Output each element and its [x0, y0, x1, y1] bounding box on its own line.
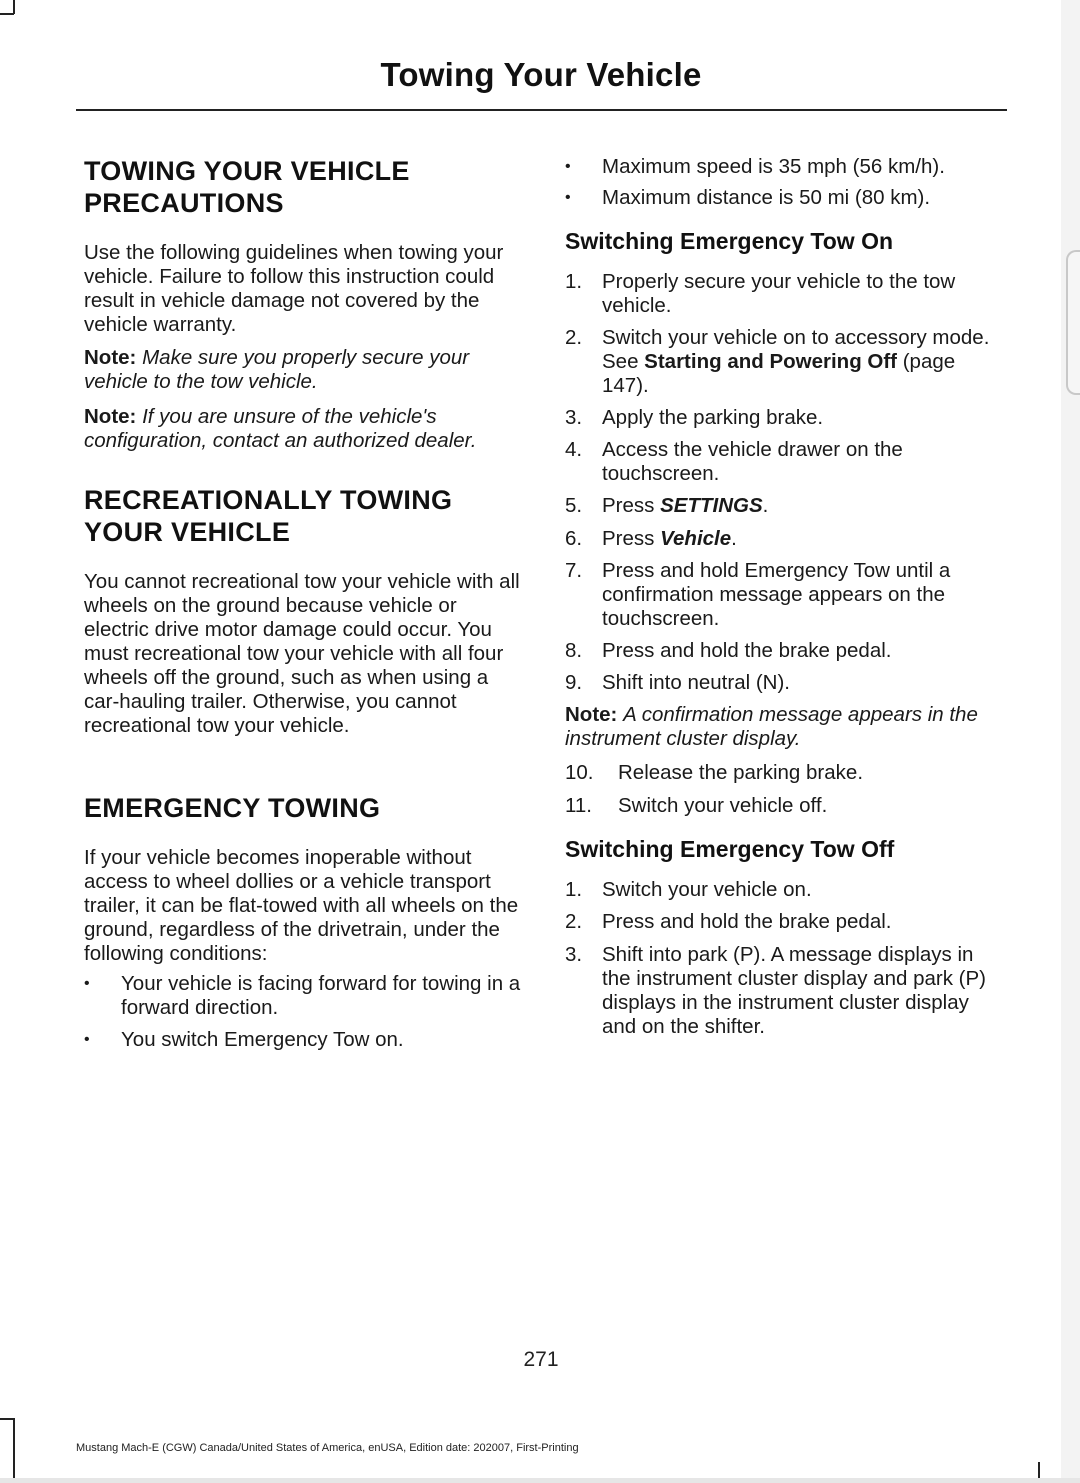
precautions-paragraph: Use the following guidelines when towing your vehicle. Failure to follow this instruction could result in vehicle damage not covered by the vehicle warranty. [84, 241, 504, 336]
note-text: A confirmation message appears in the instrument cluster display. [565, 703, 978, 750]
cross-reference-link[interactable]: Starting and Powering Off [644, 350, 898, 373]
viewer-bottom-edge [0, 1478, 1080, 1483]
crop-mark-top-left-h [0, 13, 14, 15]
page-number: 271 [523, 1348, 559, 1371]
emergency-towing-paragraph: If your vehicle becomes inoperable without access to wheel dollies or a vehicle transport trailer, it can be flat-towed with all wheels on the ground, regardless of the drivetrain, under the following conditions: [84, 846, 519, 965]
note-secure-vehicle [84, 346, 524, 394]
heading-emergency-tow-on: Switching Emergency Tow On [565, 228, 894, 254]
note-confirmation-message [565, 703, 1005, 751]
header-divider [76, 109, 1007, 111]
note-label: Note: [84, 405, 137, 428]
heading-emergency-tow-off: Switching Emergency Tow Off [565, 836, 895, 862]
note-label: Note: [84, 346, 137, 369]
scroll-handle[interactable] [1066, 250, 1080, 395]
viewer-side-panel [1061, 0, 1080, 1483]
page-title: Towing Your Vehicle [380, 56, 702, 93]
bullet: • [84, 1031, 90, 1048]
bullet: • [565, 158, 571, 175]
bullet: • [565, 189, 571, 206]
heading-recreational-towing: RECREATIONALLY TOWING YOUR VEHICLE [84, 485, 453, 547]
crop-mark-bottom-right [1038, 1462, 1040, 1478]
heading-towing-precautions: TOWING YOUR VEHICLE PRECAUTIONS [84, 156, 410, 218]
note-unsure-configuration [84, 405, 524, 453]
crop-mark-top-left [13, 0, 15, 14]
crop-mark-bottom-left [13, 1418, 15, 1478]
footer-edition-info: Mustang Mach-E (CGW) Canada/United States of America, enUSA, Edition date: 202007, First-Printing [76, 1442, 579, 1454]
note-text: If you are unsure of the vehicle's configuration, contact an authorized dealer. [84, 405, 477, 452]
note-text: Make sure you properly secure your vehicle to the tow vehicle. [84, 346, 470, 393]
recreational-towing-paragraph: You cannot recreational tow your vehicle with all wheels on the ground because vehicle or electric drive motor damage could occur. You must recreational tow your vehicle with all four wheels off the ground, such as when using a car-hauling trailer. Otherwise, you cannot recreational tow your vehicle. [84, 570, 520, 737]
note-label: Note: [565, 703, 618, 726]
bullet: • [84, 975, 90, 992]
manual-page: Towing Your Vehicle TOWING YOUR VEHICLE PRECAUTIONS Use the following guidelines when towing your vehicle. Failure to follow this instruction could result in vehicle damage not covered by the vehicle warranty. Note: Make sure you properly secure your vehicle to the tow vehicle. Note: If you are unsure of the vehicle's configuration, contact an authorized dealer. RECREATIONALLY TOWING YOUR VEHICLE You cannot recreational tow your vehicle with all wheels on the ground because vehicle or electric drive motor damage could occur. You must recreational tow your vehicle with all four wheels off the ground, such as when using a car-hauling trailer. Otherwise, you cannot recreational tow your vehicle. EMERGENCY TOWING If your vehicle becomes inoperable without access to wheel dollies or a vehicle transport trailer, it can be flat-towed with all wheels on the ground, regardless of the drivetrain, under the following conditions: • Your vehicle is facing forward for towing in a forward direction. • You switch Emergency Tow on. • Maximum speed is 35 mph (56 km/h). • Maximum distance is 50 mi (80 km). Switching Emergency Tow On 1. Properly secure your vehicle to the tow vehicle. 2. Switch your vehicle on to accessory mode. See Starting and Powering Off (page 147). 3. Apply the parking brake. 4. Access the vehicle drawer on the touchscreen. 5. Press SETTINGS. 6. Press Vehicle. 7. Press and hold Emergency Tow until a confirmation message appears on the touchscreen. 8. Press and hold the brake pedal. 9. Shift into neutral (N). Note: A confirmation message appears in the instrument cluster display. 10. Release the parking brake. 11. Switch your vehicle off. Switching Emergency Tow Off 1. Switch your vehicle on. 2. Press and hold the brake pedal. 3. Shift into park (P). A message displays in the instrument cluster display and park (P) displays in the instrument cluster display and on the shifter. 271 Mustang Mach-E (CGW) Canada/United States of America, enUSA, Edition date: 202007, First-Printing [0, 0, 1061, 1478]
heading-emergency-towing: EMERGENCY TOWING [84, 793, 381, 823]
crop-mark-bottom-left-h [0, 1418, 14, 1420]
